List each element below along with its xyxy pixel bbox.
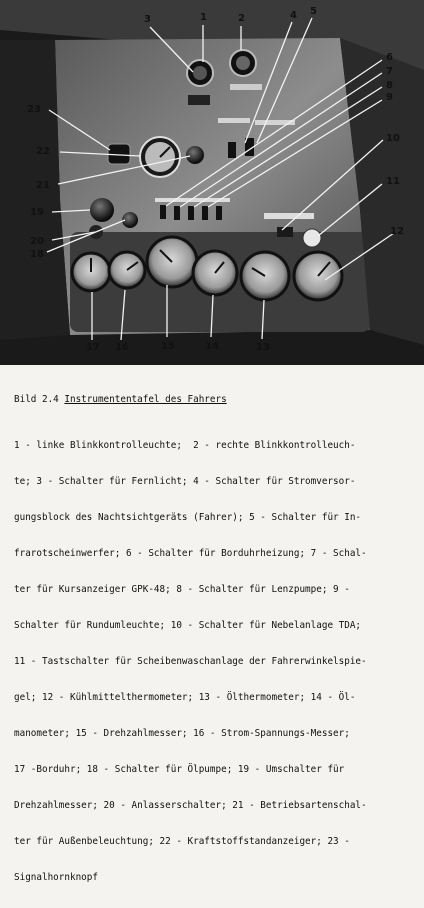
- callout-number: 2: [238, 13, 245, 24]
- legend-text: [14, 416, 414, 908]
- legend-line: te; 3 - Schalter für Fernlicht; 4 - Schalter für Stromversor-: [14, 476, 356, 487]
- callout-number: 17: [86, 342, 100, 353]
- lighting-mode-knob-icon: [186, 146, 204, 164]
- instrument-panel-photo: [0, 0, 424, 365]
- washer-button-icon: [303, 229, 321, 247]
- fuel-gauge-icon: [140, 137, 180, 177]
- blink-lamp-right-icon: [230, 50, 256, 76]
- clock-gauge-icon: [72, 253, 110, 291]
- callout-number: 8: [386, 80, 393, 91]
- callout-number: 21: [36, 180, 50, 191]
- callout-number: 12: [390, 226, 404, 237]
- tachometer-icon: [147, 237, 197, 287]
- callout-number: 15: [161, 341, 175, 352]
- callout-number: 14: [205, 341, 219, 352]
- label-plate: [230, 84, 262, 90]
- legend-line: Signalhornknopf: [14, 872, 98, 883]
- ammeter-voltmeter-icon: [109, 252, 145, 288]
- legend-line: ter für Kursanzeiger GPK-48; 8 - Schalter für Lenzpumpe; 9 -: [14, 584, 350, 595]
- oil-thermometer-icon: [241, 252, 289, 300]
- figure-heading: [14, 394, 414, 406]
- toggle-switch-icon: [228, 142, 236, 158]
- figure-label: Bild 2.4: [14, 394, 65, 405]
- legend-line: 11 - Tastschalter für Scheibenwaschanlage der Fahrerwinkelspie-: [14, 656, 367, 667]
- oil-pressure-gauge-icon: [193, 251, 237, 295]
- blink-lamp-left-icon: [187, 60, 213, 86]
- callout-number: 18: [30, 249, 44, 260]
- callout-number: 4: [290, 10, 297, 21]
- legend-line: gungsblock des Nachtsichtgeräts (Fahrer); 5 - Schalter für In-: [14, 512, 362, 523]
- fog-switch-icon: [277, 227, 293, 237]
- callout-number: 19: [30, 207, 44, 218]
- tachometer-selector-icon: [90, 198, 114, 222]
- legend-line: manometer; 15 - Drehzahlmesser; 16 - Strom-Spannungs-Messer;: [14, 728, 350, 739]
- callout-number: 23: [27, 104, 41, 115]
- callout-number: 22: [36, 146, 50, 157]
- label-plate: [218, 118, 250, 123]
- legend-line: 1 - linke Blinkkontrolleuchte; 2 - rechte Blinkkontrolleuch-: [14, 440, 356, 451]
- label-plate: [264, 213, 314, 219]
- coolant-thermometer-icon: [294, 252, 342, 300]
- legend-line: Schalter für Rundumleuchte; 10 - Schalter für Nebelanlage TDA;: [14, 620, 362, 631]
- callout-number: 11: [386, 176, 400, 187]
- callout-number: 3: [144, 14, 151, 25]
- callout-number: 16: [115, 342, 129, 353]
- legend-line: Drehzahlmesser; 20 - Anlasserschalter; 21 - Betriebsartenschal-: [14, 800, 367, 811]
- legend-line: gel; 12 - Kühlmittelthermometer; 13 - Ölthermometer; 14 - Öl-: [14, 692, 356, 703]
- callout-number: 6: [386, 52, 393, 63]
- callout-number: 9: [386, 92, 393, 103]
- legend-line: 17 -Borduhr; 18 - Schalter für Ölpumpe; 19 - Umschalter für: [14, 764, 345, 775]
- figure-title: Instrumententafel des Fahrers: [64, 394, 227, 405]
- callout-number: 20: [30, 236, 44, 247]
- high-beam-switch: [188, 95, 210, 105]
- legend-line: frarotscheinwerfer; 6 - Schalter für Borduhrheizung; 7 - Schal-: [14, 548, 367, 559]
- callout-number: 10: [386, 133, 400, 144]
- figure-caption: [14, 394, 414, 908]
- callout-number: 13: [256, 342, 270, 353]
- legend-line: ter für Außenbeleuchtung; 22 - Kraftstoffstandanzeiger; 23 -: [14, 836, 350, 847]
- callout-number: 7: [386, 66, 393, 77]
- callout-number: 5: [310, 6, 317, 17]
- callout-number: 1: [200, 12, 207, 23]
